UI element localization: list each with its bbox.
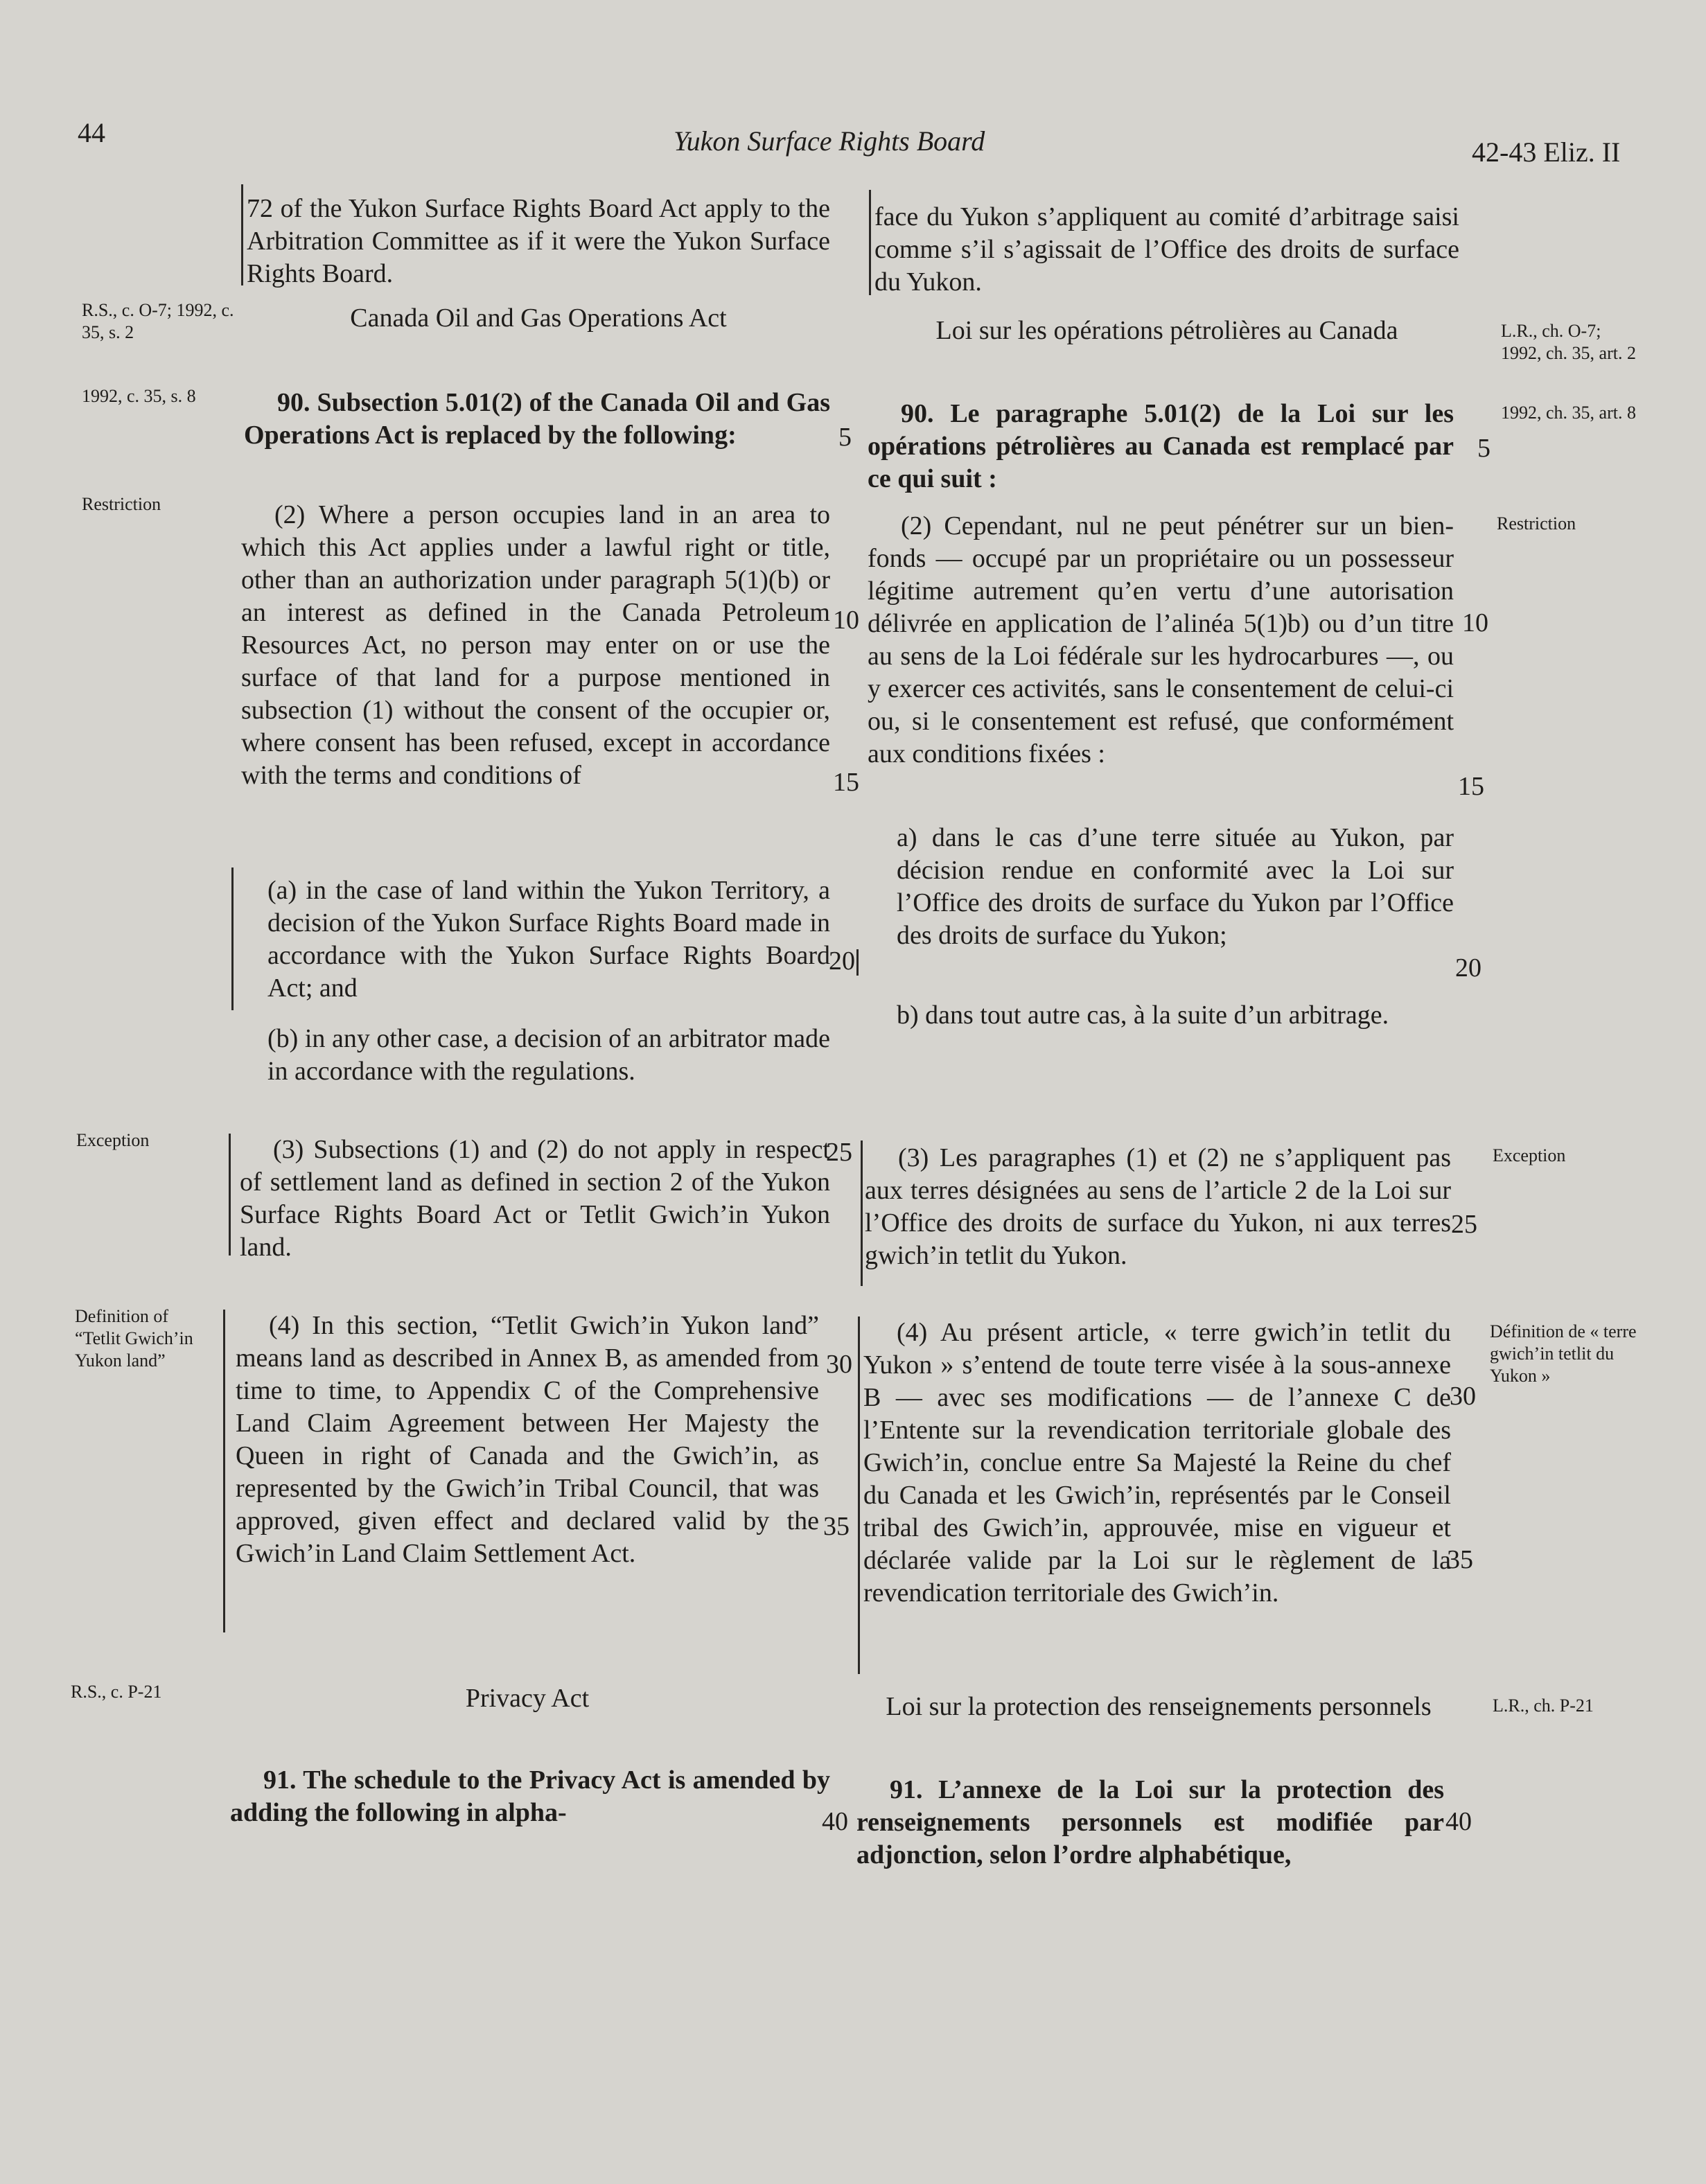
- en-paragraph-a: (a) in the case of land within the Yukon Territory, a decision of the Yukon Surface Rights Board made in accordance with the Yukon Surface Rights Board Act; and: [267, 876, 830, 1003]
- fr-subsection-3: [865, 1142, 1451, 1272]
- en-subsection-3-text: (3) Subsections (1) and (2) do not apply in respect of settlement land as defined in section 2 of the Yukon Surface Rights Board Act or Tetlit Gwich’in Yukon land.: [240, 1135, 830, 1262]
- line-number: 20: [1455, 953, 1481, 983]
- en-act-heading: Canada Oil and Gas Operations Act: [350, 303, 727, 333]
- fr-subsection-4-text: (4) Au présent article, « terre gwich’in tetlit du Yukon » s’entend de toute terre visée à la sous-annexe B — avec ses modifications — de l’annexe C de l’Entente sur la revendication territoriale globale des Gwich’in, conclue entre Sa Majesté la Reine du chef du Canada et les Gwich’in, représentés par le Conseil tribal des Gwich’in, approuvée, mise en vigueur et déclarée valide par la Loi sur le règlement de la revendication territoriale des Gwich’in.: [863, 1318, 1451, 1608]
- fr-privacy-heading: Loi sur la protection des renseignements personnels: [886, 1692, 1432, 1721]
- fr-section-90-lead-text: 90. Le paragraphe 5.01(2) de la Loi sur les opérations pétrolières au Canada est remplacé par ce qui suit :: [868, 399, 1454, 493]
- margin-note-citation: R.S., c. O-7; 1992, c. 35, s. 2: [82, 300, 234, 342]
- margin-note-exception: Exception: [1493, 1145, 1566, 1165]
- line-number: 20: [829, 946, 855, 976]
- fr-subsection-3-text: (3) Les paragraphes (1) et (2) ne s’appliquent pas aux terres désignées au sens de l’article 2 de la Loi sur l’Office des droits de surface du Yukon, ni aux terres gwich’in tetlit du Yukon.: [865, 1143, 1451, 1270]
- amendment-bar: [223, 1310, 225, 1632]
- amendment-bar: [241, 184, 243, 285]
- line-number: 40: [1445, 1807, 1472, 1836]
- running-title: Yukon Surface Rights Board: [674, 125, 985, 157]
- amendment-bar: [861, 1141, 863, 1286]
- fr-subsection-4: [863, 1316, 1451, 1610]
- line-number: 30: [1450, 1382, 1476, 1411]
- en-section-91-lead-text: 91. The schedule to the Privacy Act is amended by adding the following in alpha-: [230, 1765, 830, 1827]
- line-number: 5: [838, 423, 852, 452]
- line-number: 25: [826, 1138, 852, 1167]
- en-subsection-4: [236, 1310, 819, 1570]
- en-subsection-3: [240, 1134, 830, 1264]
- fr-subsection-2: [868, 510, 1454, 770]
- en-privacy-heading: Privacy Act: [465, 1684, 590, 1713]
- margin-note-citation: R.S., c. P-21: [71, 1682, 162, 1702]
- en-paragraph-b: (b) in any other case, a decision of an arbitrator made in accordance with the regulations.: [267, 1024, 830, 1086]
- amendment-bar: [869, 190, 871, 295]
- en-subsection-2-text: (2) Where a person occupies land in an area to which this Act applies under a lawful right or title, other than an authorization under paragraph 5(1)(b) or an interest as defined in the Canada Petroleum Resources Act, no person may enter on or use the surface of that land for a purpose mentioned in subsection (1) without the consent of the occupier or, where consent has been refused, except in accordance with the terms and conditions of: [241, 500, 830, 790]
- line-number: 35: [1447, 1545, 1473, 1574]
- fr-subsection-2-text: (2) Cependant, nul ne peut pénétrer sur un bien-fonds — occupé par un propriétaire ou un possesseur légitime autrement qu’en vertu d’une autorisation délivrée en application de l’alinéa 5(1)b) ou d’un titre au sens de la Loi fédérale sur les hydrocarbures —, ou y exercer ces activités, sans le consentement de celui-ci ou, si le consentement est refusé, que conformément aux conditions fixées :: [868, 511, 1454, 768]
- en-subsection-4-text: (4) In this section, “Tetlit Gwich’in Yukon land” means land as described in Annex B, as amended from time to time, to Appendix C of the Comprehensive Land Claim Agreement between Her Majesty the Queen in right of Canada and the Gwich’in, as represented by the Gwich’in Tribal Council, that was approved, given effect and declared valid by the Gwich’in Land Claim Settlement Act.: [236, 1311, 819, 1568]
- en-subsection-2: [241, 499, 830, 792]
- margin-note-restriction: Restriction: [82, 494, 161, 514]
- amendment-bar: [856, 949, 859, 976]
- margin-note-exception: Exception: [76, 1130, 150, 1150]
- line-number: 40: [822, 1807, 848, 1836]
- line-number: 10: [1462, 608, 1488, 637]
- margin-note-restriction: Restriction: [1497, 513, 1576, 534]
- line-number: 35: [823, 1512, 850, 1541]
- margin-note-citation: L.R., ch. O-7; 1992, ch. 35, art. 2: [1501, 321, 1636, 363]
- amendment-bar: [231, 868, 234, 1010]
- amendment-bar: [858, 1316, 860, 1674]
- line-number: 15: [833, 768, 859, 797]
- margin-note-definition: Definition of “Tetlit Gwich’in Yukon land”: [75, 1306, 193, 1371]
- line-number: 10: [833, 606, 859, 635]
- en-section-90-lead: [244, 387, 830, 452]
- page-number: 44: [78, 117, 105, 148]
- margin-note-definition: Définition de « terre gwich’in tetlit du Yukon »: [1490, 1321, 1637, 1386]
- regnal-year: 42-43 Eliz. II: [1472, 136, 1621, 168]
- fr-section-91-lead-text: 91. L’annexe de la Loi sur la protection des renseignements personnels est modifiée par adjonction, selon l’ordre alphabétique,: [856, 1775, 1444, 1869]
- en-section-91-lead: [230, 1764, 830, 1829]
- en-section-90-lead-text: 90. Subsection 5.01(2) of the Canada Oil and Gas Operations Act is replaced by the following:: [244, 388, 830, 450]
- en-continuation: 72 of the Yukon Surface Rights Board Act apply to the Arbitration Committee as if it were the Yukon Surface Rights Board.: [247, 194, 830, 288]
- margin-note-citation: 1992, c. 35, s. 8: [82, 386, 196, 406]
- fr-act-heading: Loi sur les opérations pétrolières au Canada: [935, 316, 1398, 345]
- line-number: 15: [1458, 772, 1484, 801]
- line-number: 25: [1451, 1210, 1477, 1239]
- line-number: 5: [1477, 434, 1490, 463]
- margin-note-citation: 1992, ch. 35, art. 8: [1501, 403, 1636, 423]
- fr-paragraph-a: a) dans le cas d’une terre située au Yukon, par décision rendue en conformité avec la Loi sur l’Office des droits de surface du Yukon par l’Office des droits de surface du Yukon;: [897, 823, 1454, 950]
- line-number: 30: [826, 1350, 852, 1379]
- margin-note-citation: L.R., ch. P-21: [1493, 1696, 1594, 1716]
- amendment-bar: [229, 1134, 231, 1256]
- fr-section-91-lead: [856, 1774, 1444, 1872]
- fr-section-90-lead: [868, 398, 1454, 495]
- fr-continuation: face du Yukon s’appliquent au comité d’arbitrage saisi comme s’il s’agissait de l’Office des droits de surface du Yukon.: [874, 202, 1459, 297]
- fr-paragraph-b: b) dans tout autre cas, à la suite d’un arbitrage.: [897, 1001, 1389, 1030]
